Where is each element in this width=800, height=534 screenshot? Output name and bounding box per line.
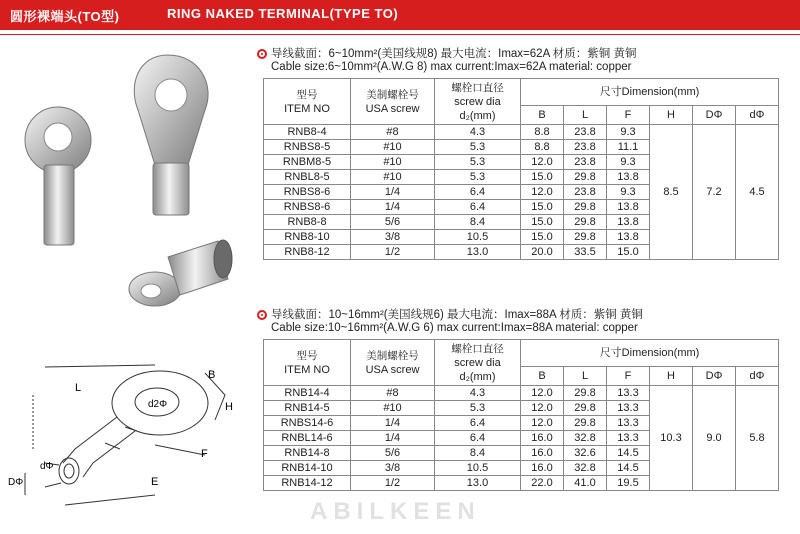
cell-item: RNBL14-6 bbox=[264, 431, 351, 446]
label-B: B bbox=[208, 369, 216, 381]
cell-dia: 5.3 bbox=[435, 401, 521, 416]
cell-B: 12.0 bbox=[521, 185, 564, 200]
cell-F: 11.1 bbox=[607, 140, 650, 155]
th-item: 型号 ITEM NO bbox=[264, 340, 351, 386]
cell-F: 15.0 bbox=[607, 245, 650, 260]
cell-B: 16.0 bbox=[521, 431, 564, 446]
label-Dphi: DΦ bbox=[8, 477, 24, 488]
cell-screw: 1/4 bbox=[351, 431, 435, 446]
th-dimension: 尺寸Dimension(mm) bbox=[521, 79, 779, 106]
cell-B: 12.0 bbox=[521, 155, 564, 170]
cell-L: 29.8 bbox=[564, 416, 607, 431]
cell-L: 29.8 bbox=[564, 215, 607, 230]
table-section-2 bbox=[263, 339, 779, 491]
th-item: 型号 ITEM NO bbox=[264, 79, 351, 125]
cell-dia: 4.3 bbox=[435, 386, 521, 401]
header-title-en: RING NAKED TERMINAL(TYPE TO) bbox=[167, 6, 399, 21]
cell-dia: 5.3 bbox=[435, 155, 521, 170]
cell-B: 20.0 bbox=[521, 245, 564, 260]
cell-L: 23.8 bbox=[564, 125, 607, 140]
cell-F: 13.3 bbox=[607, 401, 650, 416]
bullet-icon bbox=[257, 49, 267, 59]
small-terminal bbox=[25, 107, 91, 245]
th-dia: 螺栓口直径 screw dia d₂(mm) bbox=[435, 340, 521, 386]
cell-item: RNB14-10 bbox=[264, 461, 351, 476]
cell-B: 22.0 bbox=[521, 476, 564, 491]
cell-dia: 13.0 bbox=[435, 245, 521, 260]
spec-cn-2: 导线截面：10~16mm²(美国线规6) 最大电流：Imax=88A 材质：紫铜 黄铜 bbox=[271, 309, 643, 321]
spec-en-2: Cable size:10~16mm²(A.W.G 6) max current:Imax=88A material: copper bbox=[271, 322, 638, 334]
cell-item: RNB8-10 bbox=[264, 230, 351, 245]
th-D: DΦ bbox=[693, 367, 736, 386]
spec-block-2 bbox=[271, 309, 643, 335]
cell-item: RNBS8-6 bbox=[264, 200, 351, 215]
cell-item: RNB14-8 bbox=[264, 446, 351, 461]
cell-L: 29.8 bbox=[564, 386, 607, 401]
th-screw: 美制螺栓号 USA screw bbox=[351, 79, 435, 125]
cell-F: 13.3 bbox=[607, 386, 650, 401]
label-dphi: dΦ bbox=[40, 461, 54, 472]
cell-B: 16.0 bbox=[521, 461, 564, 476]
cell-item: RNB14-4 bbox=[264, 386, 351, 401]
cell-L: 29.8 bbox=[564, 401, 607, 416]
cell-screw: 1/4 bbox=[351, 200, 435, 215]
cell-F: 9.3 bbox=[607, 125, 650, 140]
cell-L: 32.8 bbox=[564, 431, 607, 446]
cell-dia: 6.4 bbox=[435, 431, 521, 446]
cell-F: 14.5 bbox=[607, 461, 650, 476]
cell-L: 23.8 bbox=[564, 155, 607, 170]
th-L: L bbox=[564, 367, 607, 386]
label-E: E bbox=[151, 476, 159, 488]
cell-screw: #10 bbox=[351, 155, 435, 170]
cell-item: RNB8-12 bbox=[264, 245, 351, 260]
cell-L: 33.5 bbox=[564, 245, 607, 260]
cell-screw: 3/8 bbox=[351, 230, 435, 245]
header-bar bbox=[0, 0, 800, 30]
cell-item: RNB14-5 bbox=[264, 401, 351, 416]
cell-dia: 6.4 bbox=[435, 200, 521, 215]
cell-F: 9.3 bbox=[607, 155, 650, 170]
cell-B: 15.0 bbox=[521, 215, 564, 230]
cell-F: 14.5 bbox=[607, 446, 650, 461]
header-divider bbox=[0, 34, 800, 35]
cell-dia: 4.3 bbox=[435, 125, 521, 140]
th-screw: 美制螺栓号 USA screw bbox=[351, 340, 435, 386]
cell-dia: 10.5 bbox=[435, 230, 521, 245]
cell-B: 12.0 bbox=[521, 401, 564, 416]
cell-F: 13.8 bbox=[607, 215, 650, 230]
cell-L: 29.8 bbox=[564, 200, 607, 215]
th-d: dΦ bbox=[736, 106, 779, 125]
cell-screw: 5/6 bbox=[351, 446, 435, 461]
cell-screw: #8 bbox=[351, 386, 435, 401]
spec-en-1: Cable size:6~10mm²(A.W.G 8) max current:Imax=62A material: copper bbox=[271, 61, 632, 73]
cell-screw: #8 bbox=[351, 125, 435, 140]
th-D: DΦ bbox=[693, 106, 736, 125]
cell-B: 8.8 bbox=[521, 140, 564, 155]
cell-screw: 1/4 bbox=[351, 185, 435, 200]
cell-screw: 1/2 bbox=[351, 476, 435, 491]
cell-item: RNBS14-6 bbox=[264, 416, 351, 431]
cell-dia: 5.3 bbox=[435, 140, 521, 155]
cell-L: 32.8 bbox=[564, 461, 607, 476]
cell-screw: 5/6 bbox=[351, 215, 435, 230]
label-L: L bbox=[75, 382, 82, 394]
cell-B: 12.0 bbox=[521, 416, 564, 431]
cell-screw: #10 bbox=[351, 140, 435, 155]
th-d: dΦ bbox=[736, 367, 779, 386]
cell-d: 5.8 bbox=[736, 386, 779, 491]
cell-dia: 5.3 bbox=[435, 170, 521, 185]
th-H: H bbox=[650, 367, 693, 386]
cell-F: 9.3 bbox=[607, 185, 650, 200]
label-F: F bbox=[201, 448, 208, 460]
cell-item: RNBM8-5 bbox=[264, 155, 351, 170]
th-F: F bbox=[607, 106, 650, 125]
cell-F: 13.3 bbox=[607, 416, 650, 431]
cell-D: 7.2 bbox=[693, 125, 736, 260]
header-title-cn: 圆形裸端头(TO型) bbox=[10, 9, 120, 24]
cell-d: 4.5 bbox=[736, 125, 779, 260]
spec-block-1 bbox=[271, 48, 637, 74]
cell-item: RNB14-12 bbox=[264, 476, 351, 491]
cell-dia: 8.4 bbox=[435, 215, 521, 230]
cell-B: 8.8 bbox=[521, 125, 564, 140]
cell-item: RNBL8-5 bbox=[264, 170, 351, 185]
label-d2: d2Φ bbox=[148, 399, 168, 410]
terminal-photo bbox=[10, 45, 260, 315]
cell-item: RNBS8-5 bbox=[264, 140, 351, 155]
cell-screw: #10 bbox=[351, 401, 435, 416]
cell-H: 10.3 bbox=[650, 386, 693, 491]
cell-F: 13.8 bbox=[607, 200, 650, 215]
cell-F: 19.5 bbox=[607, 476, 650, 491]
dimension-diagram bbox=[5, 345, 255, 515]
cell-item: RNB8-8 bbox=[264, 215, 351, 230]
cell-D: 9.0 bbox=[693, 386, 736, 491]
spec-cn-1: 导线截面：6~10mm²(美国线规8) 最大电流：Imax=62A 材质：紫铜 黄铜 bbox=[271, 48, 637, 60]
cell-dia: 6.4 bbox=[435, 185, 521, 200]
th-dimension: 尺寸Dimension(mm) bbox=[521, 340, 779, 367]
cell-F: 13.3 bbox=[607, 431, 650, 446]
th-L: L bbox=[564, 106, 607, 125]
cell-dia: 8.4 bbox=[435, 446, 521, 461]
table-row bbox=[264, 386, 779, 401]
watermark: ABILKEEN bbox=[310, 498, 481, 525]
th-B: B bbox=[521, 106, 564, 125]
cell-screw: 3/8 bbox=[351, 461, 435, 476]
cell-H: 8.5 bbox=[650, 125, 693, 260]
cell-B: 15.0 bbox=[521, 200, 564, 215]
lying-terminal bbox=[129, 240, 232, 306]
cell-B: 12.0 bbox=[521, 386, 564, 401]
th-dia: 螺栓口直径 screw dia d₂(mm) bbox=[435, 79, 521, 125]
cell-dia: 13.0 bbox=[435, 476, 521, 491]
cell-dia: 6.4 bbox=[435, 416, 521, 431]
cell-screw: 1/2 bbox=[351, 245, 435, 260]
cell-L: 29.8 bbox=[564, 170, 607, 185]
table-row bbox=[264, 125, 779, 140]
cell-L: 23.8 bbox=[564, 140, 607, 155]
cell-B: 16.0 bbox=[521, 446, 564, 461]
cell-item: RNB8-4 bbox=[264, 125, 351, 140]
cell-L: 32.6 bbox=[564, 446, 607, 461]
label-H: H bbox=[225, 401, 233, 413]
table-section-1 bbox=[263, 78, 779, 260]
cell-F: 13.8 bbox=[607, 230, 650, 245]
cell-L: 29.8 bbox=[564, 230, 607, 245]
cell-screw: 1/4 bbox=[351, 416, 435, 431]
cell-B: 15.0 bbox=[521, 230, 564, 245]
cell-L: 23.8 bbox=[564, 185, 607, 200]
bullet-icon bbox=[257, 310, 267, 320]
cell-item: RNBS8-6 bbox=[264, 185, 351, 200]
large-terminal bbox=[134, 55, 208, 215]
cell-F: 13.8 bbox=[607, 170, 650, 185]
th-H: H bbox=[650, 106, 693, 125]
cell-L: 41.0 bbox=[564, 476, 607, 491]
th-B: B bbox=[521, 367, 564, 386]
cell-dia: 10.5 bbox=[435, 461, 521, 476]
th-F: F bbox=[607, 367, 650, 386]
cell-screw: #10 bbox=[351, 170, 435, 185]
cell-B: 15.0 bbox=[521, 170, 564, 185]
